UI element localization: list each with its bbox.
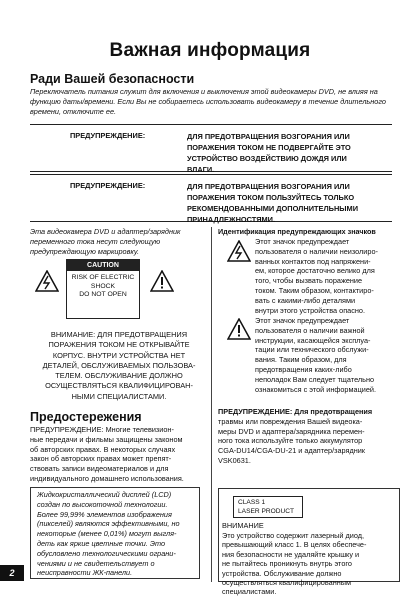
battery-warning: ПРЕДУПРЕЖДЕНИЕ: Для предотвращения травмы или повреждения Вашей видеока- меры DVD и адаптера/зарядника перемен- ного тока используйте только аккумулятор CGA-DU14/CGA-DU-21 и адаптер/зарядник VSK0631. — [218, 407, 373, 465]
exclamation-warning-icon — [150, 270, 174, 292]
safety-heading: Ради Вашей безопасности — [30, 72, 195, 86]
lcd-note-box: Жидкокристаллический дисплей (LCD) создан по высокоточной технологии. Более 99,99% элементов изображения (пикселей) являются эффективными, но некоторые (менее 0,01%) могут выгля- деть как яркие цветные точки. Это обусловлено технологическими ограни- чениями и не свидетельствует о неисправности ЖК-панели. — [30, 487, 200, 579]
lightning-symbol-icon — [227, 240, 251, 262]
laser-text: Это устройство содержит лазерный диод, превышающий класс 1. В целях обеспече- ния безопасности не удаляйте крышку и не пытайтесь проникнуть внутрь этого устройства. Обслуживание должно осуществляться квалифицированным специалистами. — [222, 531, 367, 597]
laser-class-label: CLASS 1 LASER PRODUCT — [233, 496, 303, 518]
warning-box-1 — [30, 124, 392, 172]
exclamation-symbol-icon — [227, 318, 251, 340]
warning-label: ПРЕДУПРЕЖДЕНИЕ: — [70, 181, 146, 190]
lightning-icon-description: Этот значок предупреждает пользователя о наличии неизолиро- ванных контактов под напряжени- ем, которое достаточно велико для того, чтобы вызвать поражение током. Таким образом, контактиро- вать с какими-либо деталями внутри этого устройства опасно. — [255, 237, 378, 315]
caution-header: CAUTION — [67, 260, 139, 271]
laser-title: ВНИМАНИЕ — [222, 521, 264, 530]
precautions-heading: Предостережения — [30, 410, 142, 424]
lightning-warning-icon — [35, 270, 59, 292]
warning-box-2 — [30, 174, 392, 222]
page-title: Важная информация — [109, 40, 311, 61]
warning-label: ПРЕДУПРЕЖДЕНИЕ: — [70, 131, 146, 140]
page-number: 2 — [0, 565, 24, 581]
warning-text: ДЛЯ ПРЕДОТВРАЩЕНИЯ ВОЗГОРАНИЯ ИЛИ ПОРАЖЕНИЯ ТОКОМ НЕ ПОДВЕРГАЙТЕ ЭТО УСТРОЙСТВО ВОЗДЕЙСТВИЮ ДОЖДЯ ИЛИ ВЛАГИ. — [187, 132, 351, 174]
exclamation-icon-description: Этот значок предупреждает пользователя о наличии важной инструкции, касающейся эксплуа- тации или технического обслужи- вания. Таким образом, для предотвращения каких-либо неполадок Вам следует тщательно ознакомиться с этой информацией. — [255, 316, 376, 394]
marking-text: Эта видеокамера DVD и адаптер/зарядник переменного тока несут следующую предупреждающую маркировку. — [30, 227, 181, 256]
caution-label — [66, 259, 140, 319]
safety-intro: Переключатель питания служит для включения и выключения этой видеокамеры DVD, не влияя на функцию даты/времени. Если Вы не собираетесь использовать видеокамеру в течение длительного времени, отключите ее. — [30, 87, 386, 116]
caution-text: RISK OF ELECTRIC SHOCK DO NOT OPEN — [71, 274, 135, 299]
icons-heading: Идентификация предупреждающих значков — [218, 227, 376, 236]
warning-text: ДЛЯ ПРЕДОТВРАЩЕНИЯ ВОЗГОРАНИЯ ИЛИ ПОРАЖЕНИЯ ТОКОМ ПОЛЬЗУЙТЕСЬ ТОЛЬКО РЕКОМЕНДОВАННЫМИ ДОПОЛНИТЕЛЬНЫМИ ПРИНАДЛЕЖНОСТЯМИ. — [187, 182, 359, 224]
precautions-text: ПРЕДУПРЕЖДЕНИЕ: Многие телевизион- ные передачи и фильмы защищены законом об авторских правах. В некоторых случаях закон об авторских правах может препят- ствовать записи видеоматериалов и для индивидуального домашнего использования. — [30, 425, 184, 483]
attention-text: ВНИМАНИЕ: ДЛЯ ПРЕДОТВРАЩЕНИЯ ПОРАЖЕНИЯ ТОКОМ НЕ ОТКРЫВАЙТЕ КОРПУС. ВНУТРИ УСТРОЙСТВА НЕТ ДЕТАЛЕЙ, ОБСЛУЖИВАЕМЫХ ПОЛЬЗОВА- ТЕЛЕМ. ОБСЛУЖИВАНИЕ ДОЛЖНО ОСУЩЕСТВЛЯТЬСЯ КВАЛИФИЦИРОВАН- НЫМИ СПЕЦИАЛИСТАМИ. — [42, 330, 196, 401]
column-divider — [211, 227, 212, 582]
